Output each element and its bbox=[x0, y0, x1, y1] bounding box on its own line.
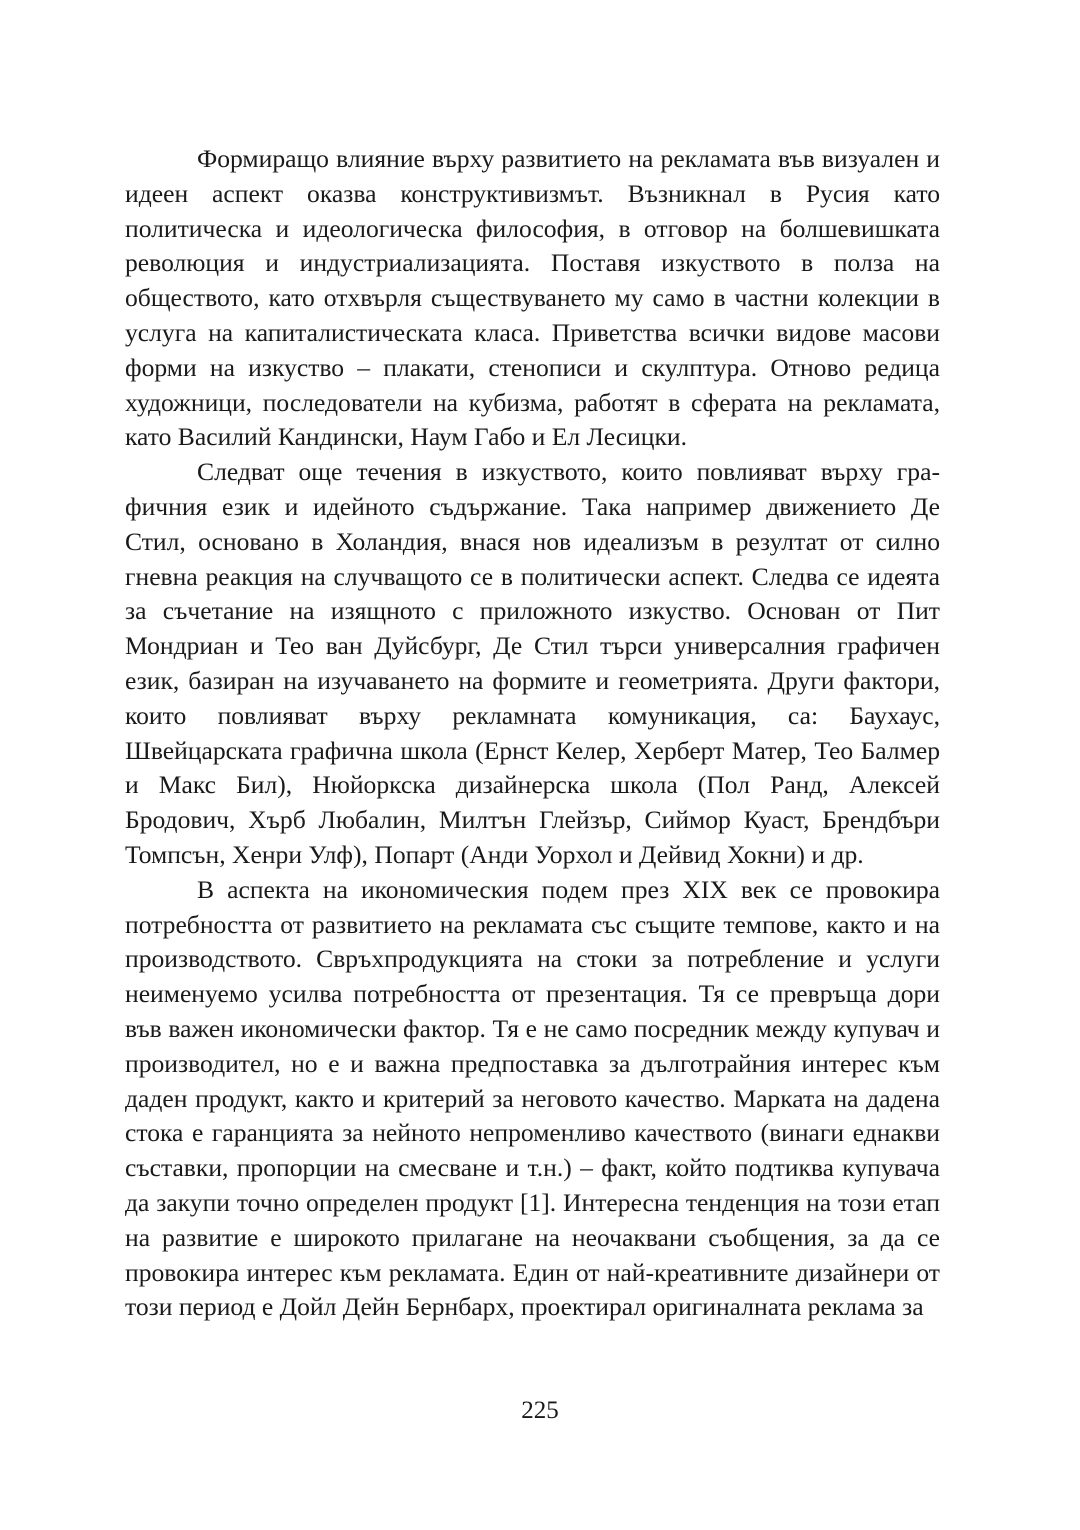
body-text bbox=[125, 142, 940, 1325]
paragraph-de-stijl: Следват още течения в изкуството, които повлияват върху графичния език и идейното съдържание. Така например движението Де Стил, основано в Холандия, внася нов идеализъм в резултат от силно гневна реакция на случващото се в политически аспект. Следва се идеята за съчетание на изящното с приложното изкуство. Основан от Пит Мондриан и Тео ван Дуйсбург, Де Стил търси универсалния графичен език, базиран на изучаването на формите и геометрията. Други фактори, които повлияват върху рекламната комуникация, са: Баухаус, Швейцарската графична школа (Ернст Келер, Херберт Матер, Тео Балмер и Макс Бил), Нюйоркска дизайнерска школа (Пол Ранд, Алексей Бродович, Хърб Любалин, Милтън Глейзър, Сиймор Куаст, Брендбъри Томпсън, Хенри Улф), Попарт (Анди Уорхол и Дейвид Хокни) и др. bbox=[125, 457, 940, 869]
page-number: 225 bbox=[521, 1397, 559, 1424]
paragraph-economic-rise: В аспекта на икономическия подем през XIX век се провокира потребността от развитието на рекламата със същите темпове, както и на производството. Свръхпродукцията на стоки за потребление и услуги неименуемо усилва потребността от презентация. Тя се превръща дори във важен икономически фактор. Тя е не само посредник между купувач и производител, но е и важна предпоставка за дълготрайния интерес към даден продукт, както и критерий за неговото качество. Марката на дадена стока е гаранцията за нейното непроменливо качеството (винаги еднакви съставки, пропорции на смесване и т.н.) – факт, който подтиква купувача да закупи точно определен продукт [1]. Интересна тенденция на този етап на развитие е широкото прилагане на неочаквани съобщения, за да се провокира интерес към рекламата. Един от най-креативните дизайнери от този период е Дойл Дейн Бернбарх, проектирал оригиналната реклама за bbox=[125, 874, 940, 1322]
paragraph-constructivism: Формиращо влияние върху развитието на рекламата във визуален и идеен аспект оказва конструктивизмът. Възникнал в Русия като политическа и идеологическа философия, в отговор на болшевишката революция и индустриализацията. Поставя изкуството в полза на обществото, като отхвърля съществуването му само в частни колекции в услуга на капиталистическата класа. Приветства всички видове масови форми на изкуство – плакати, стенописи и скулптура. Отново редица художници, последователи на кубизма, работят в сферата на рекламата, като Василий Кандински, Наум Габо и Ел Лесицки. bbox=[125, 144, 940, 452]
